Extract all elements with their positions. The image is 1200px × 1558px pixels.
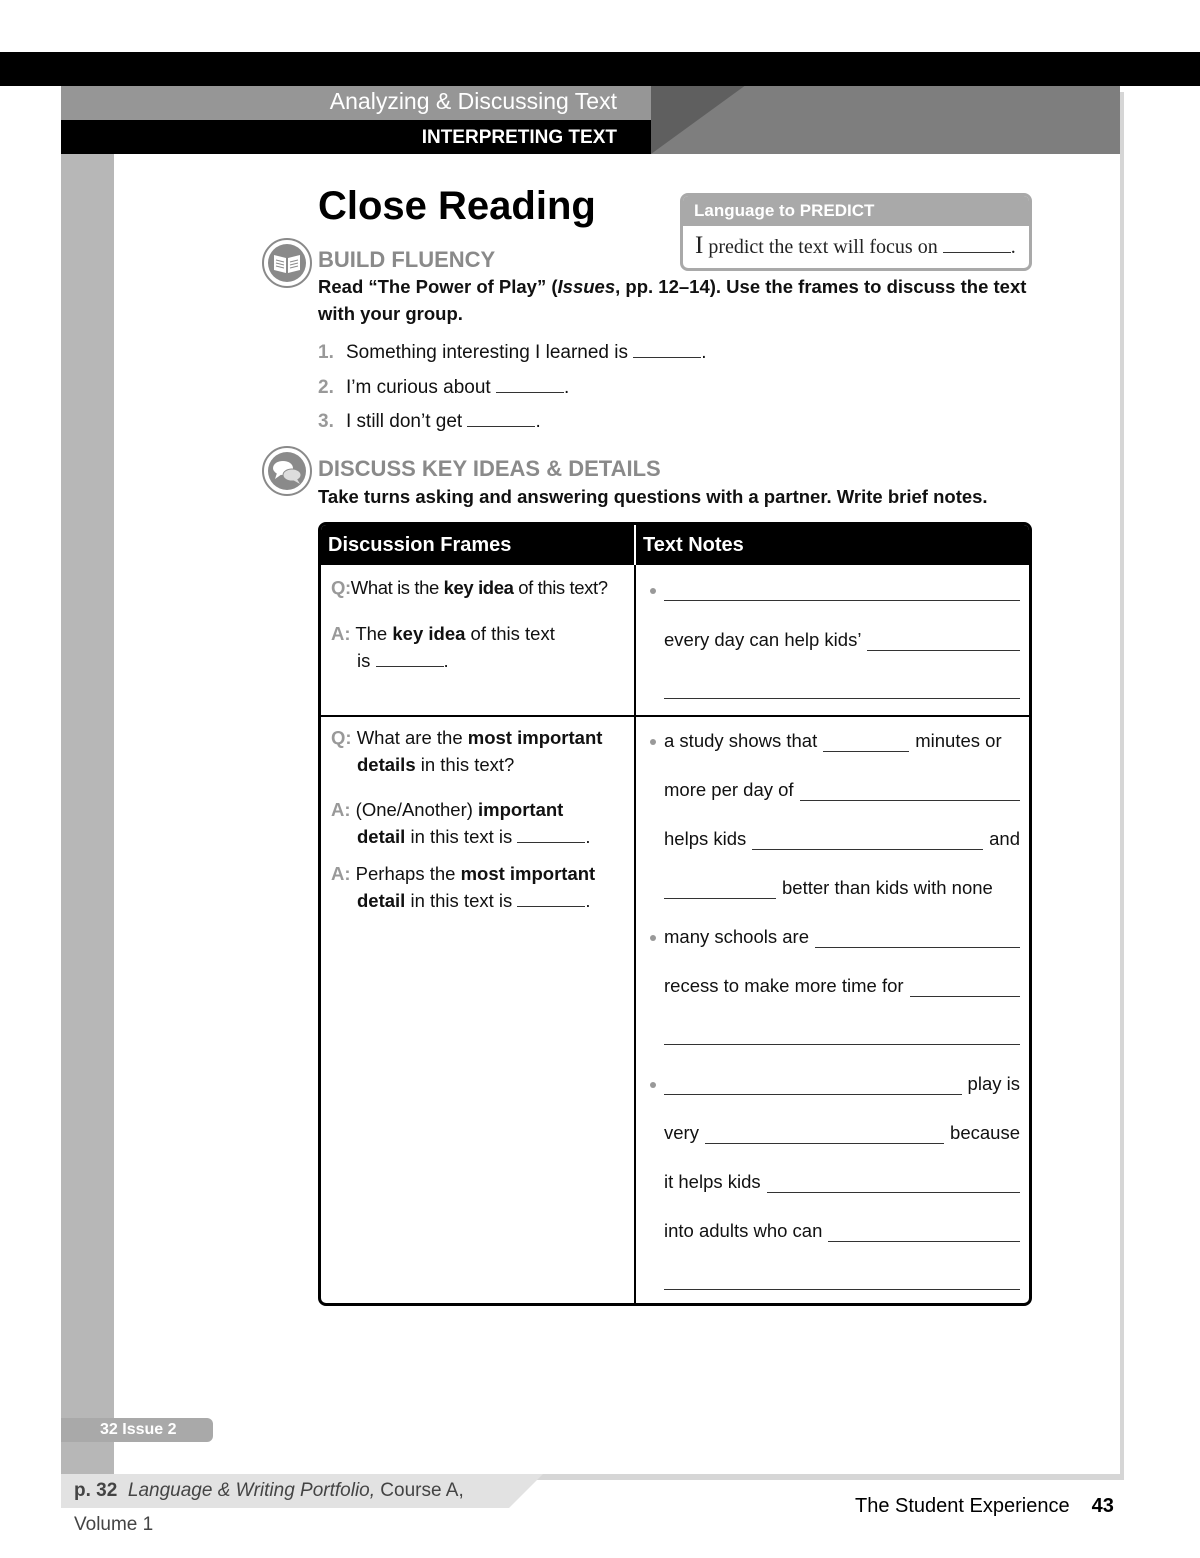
answer-blank[interactable] (496, 375, 564, 393)
note-text: more per day of (664, 779, 794, 800)
instr-part-1: Read “The Power of Play” ( (318, 276, 558, 297)
item-text: I still don’t get (346, 411, 463, 432)
row1-answer (331, 620, 631, 674)
a-text: (One/Another) (355, 799, 479, 820)
a-text: Perhaps the (355, 863, 461, 884)
speech-bubbles-icon (262, 446, 312, 496)
a-end: . (585, 826, 591, 847)
note-text: helps kids (664, 828, 747, 849)
note-text: better than kids with none (782, 877, 993, 898)
build-fluency-instructions (318, 273, 1038, 327)
footer-text: The Student Experience (855, 1495, 1070, 1517)
page-title: Close Reading (318, 184, 596, 228)
discussion-table (318, 522, 1032, 1306)
row1-question (331, 574, 631, 601)
book-icon (262, 238, 312, 288)
q-label: Q: (331, 577, 351, 598)
a-bold: key idea (392, 623, 466, 644)
note-text: a study shows that (664, 730, 818, 751)
a-text-end: in this text is (405, 826, 513, 847)
note-text: and (989, 828, 1020, 849)
page-number: 43 (1091, 1495, 1114, 1517)
row2-question (331, 724, 631, 778)
a-label: A: (331, 623, 351, 644)
row-divider (321, 715, 1029, 717)
list-item (318, 375, 707, 410)
item-number: 2. (318, 376, 334, 398)
a-text-end: in this text is (405, 890, 513, 911)
note-text: minutes or (915, 730, 1002, 751)
item-number: 3. (318, 411, 334, 432)
answer-blank[interactable] (517, 889, 585, 907)
q-text: What are the (356, 727, 468, 748)
a-bold-2: detail (357, 890, 406, 911)
q-bold-2: details (357, 754, 416, 775)
portfolio-diagonal (509, 1474, 543, 1508)
build-fluency-heading: BUILD FLUENCY (318, 247, 496, 272)
a-line2: is (357, 650, 371, 671)
note-text: it helps kids (664, 1171, 761, 1192)
language-box-heading: Language to PREDICT (683, 196, 1029, 226)
item-end: . (563, 376, 570, 398)
list-item (318, 340, 707, 375)
left-margin-strip (61, 154, 114, 1474)
note-text: recess to make more time for (664, 975, 904, 996)
note-line[interactable] (664, 871, 1020, 899)
q-bold: most important (467, 727, 603, 748)
note-line[interactable] (664, 1067, 1020, 1095)
q-label: Q: (331, 727, 352, 748)
note-line[interactable] (664, 1116, 1020, 1144)
a-bold: most important (460, 863, 596, 884)
instr-italic: Issues (557, 276, 616, 297)
portfolio-rest: Course A, Volume 1 (74, 1480, 464, 1535)
bullet-dot (650, 935, 656, 941)
frame-text: predict the text will focus on (703, 236, 938, 258)
note-text: because (950, 1122, 1020, 1143)
list-item (318, 409, 707, 444)
a-bold-2: detail (357, 826, 406, 847)
note-text: many schools are (664, 926, 809, 947)
note-line[interactable] (664, 724, 1020, 752)
note-line[interactable] (664, 1214, 1020, 1242)
col-header-notes: Text Notes (636, 525, 1032, 565)
item-text: Something interesting I learned is (346, 342, 628, 363)
instr-part-2: , pp. 12–14). Use the frames to discuss the text with your group. (318, 276, 1027, 324)
answer-blank[interactable] (633, 340, 701, 358)
a-label: A: (331, 863, 351, 884)
note-line[interactable] (664, 920, 1020, 948)
q-bold: key idea (443, 577, 514, 598)
portfolio-reference (61, 1474, 509, 1535)
issue-tab: 32 Issue 2 (61, 1418, 213, 1442)
row2-answer-2 (331, 860, 631, 914)
note-line[interactable] (664, 1017, 1020, 1045)
bullet-dot (650, 739, 656, 745)
answer-blank[interactable] (376, 649, 444, 667)
answer-blank[interactable] (943, 235, 1011, 253)
bullet-dot (650, 1082, 656, 1088)
answer-blank[interactable] (467, 409, 535, 427)
frame-end: . (1010, 236, 1016, 258)
note-text: into adults who can (664, 1220, 823, 1241)
a-end: . (443, 650, 449, 671)
note-line[interactable] (664, 623, 1020, 651)
bullet-dot (650, 588, 656, 594)
a-bold: important (478, 799, 564, 820)
item-number: 1. (318, 342, 334, 363)
portfolio-page: p. 32 (74, 1480, 118, 1501)
page-footer (855, 1495, 1114, 1518)
note-line[interactable] (664, 822, 1020, 850)
note-text: every day can help kids’ (664, 629, 862, 650)
language-box-frame (683, 226, 1029, 260)
note-line[interactable] (664, 573, 1020, 601)
item-end: . (535, 411, 541, 432)
discuss-instructions: Take turns asking and answering questions with a partner. Write brief notes. (318, 486, 988, 507)
col-header-frames: Discussion Frames (321, 525, 634, 565)
item-text: I’m curious about (346, 376, 491, 398)
fluency-frames-list (318, 340, 707, 444)
top-black-bar (0, 52, 1200, 86)
a-label: A: (331, 799, 351, 820)
answer-blank[interactable] (517, 825, 585, 843)
row2-answer-1 (331, 796, 631, 850)
item-end: . (701, 342, 707, 363)
note-text: play is (967, 1073, 1020, 1094)
section-title: Analyzing & Discussing Text (61, 86, 651, 120)
q-text-end: in this text? (415, 754, 515, 775)
note-line[interactable] (664, 1262, 1020, 1290)
column-divider (634, 525, 636, 1303)
q-text: What is the (350, 577, 444, 598)
a-end: . (585, 890, 591, 911)
language-to-predict-box (680, 193, 1032, 271)
drop-letter: I (695, 232, 704, 259)
portfolio-title: Language & Writing Portfolio, (127, 1480, 376, 1501)
section-subtitle: INTERPRETING TEXT (61, 120, 651, 154)
a-text-end: of this text (465, 623, 555, 644)
a-text: The (355, 623, 393, 644)
discuss-heading: DISCUSS KEY IDEAS & DETAILS (318, 456, 661, 481)
header-divider (634, 525, 636, 565)
note-line[interactable] (664, 969, 1020, 997)
q-text-end: of this text? (513, 577, 608, 598)
note-line[interactable] (664, 671, 1020, 699)
note-line[interactable] (664, 1165, 1020, 1193)
note-line[interactable] (664, 773, 1020, 801)
note-text: very (664, 1122, 699, 1143)
